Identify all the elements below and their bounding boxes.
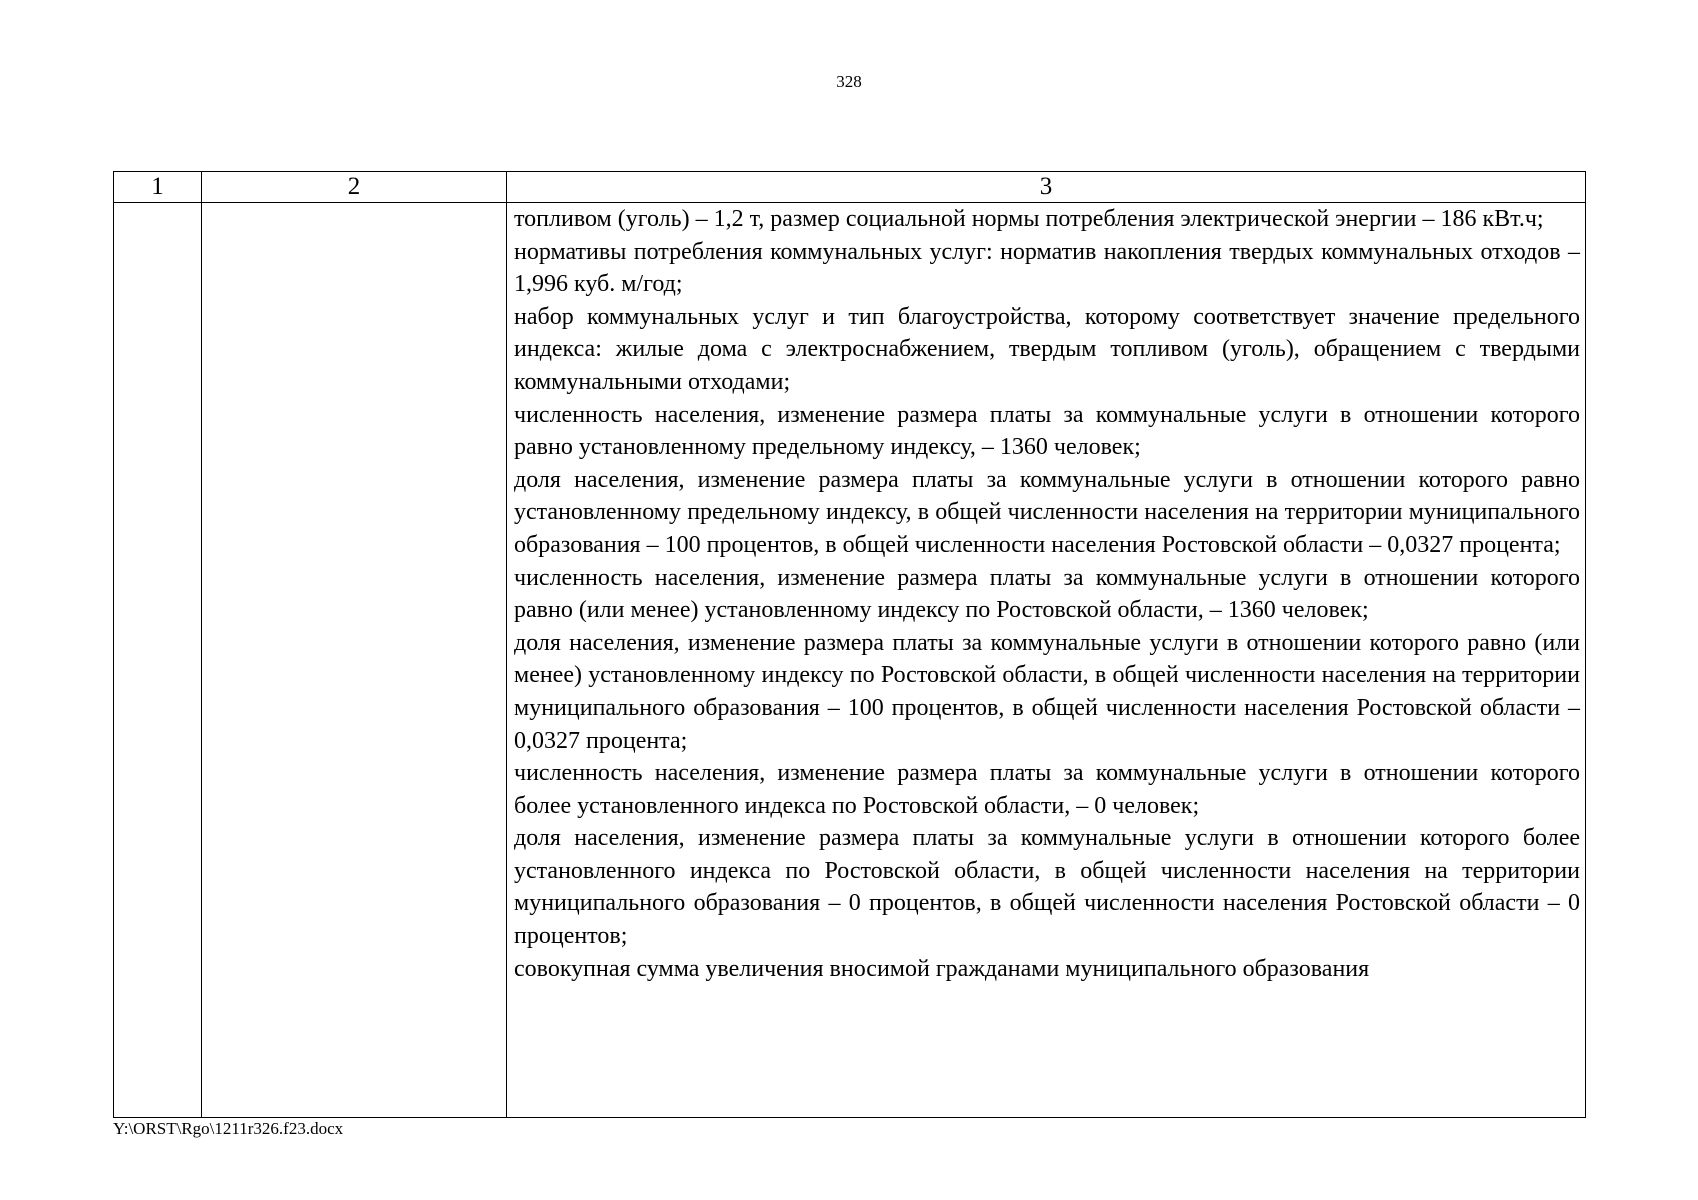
paragraph: численность населения, изменение размера платы за коммунальные услуги в отношении которого равно установленному предельному индексу, – 1360 человек; (514, 401, 1580, 461)
column-header-2: 2 (202, 172, 507, 203)
paragraph: нормативы потребления коммунальных услуг: норматив накопления твердых коммунальных отходов – 1,996 куб. м/год; (514, 238, 1580, 298)
column-header-3: 3 (507, 172, 1586, 203)
paragraph: доля населения, изменение размера платы за коммунальные услуги в отношении которого равно установленному предельному индексу, в общей численности населения на территории муниципального образования – 100 процентов, в общей численности населения Ростовской области – 0,0327 процента; (514, 466, 1580, 558)
paragraph: совокупная сумма увеличения вносимой гражданами муниципального образования (514, 955, 1370, 982)
document-table (113, 171, 1586, 1118)
paragraph: топливом (уголь) – 1,2 т, размер социальной нормы потребления электрической энергии – 186 кВт.ч; (514, 206, 1544, 232)
paragraph: доля населения, изменение размера платы за коммунальные услуги в отношении которого равно (или менее) установленному индексу по Ростовской области, в общей численности населения на территории муниципального образования – 100 процентов, в общей численности населения Ростовской области – 0,0327 процента; (514, 629, 1580, 754)
cell-column-1 (114, 203, 202, 1118)
paragraph: доля населения, изменение размера платы за коммунальные услуги в отношении которого более установленного индекса по Ростовской области, в общей численности населения на территории муниципального образования – 0 процентов, в общей численности населения Ростовской области – 0 процентов; (514, 825, 1580, 950)
footer-file-path: Y:\ORST\Rgo\1211r326.f23.docx (113, 1119, 344, 1138)
table-row (114, 203, 1586, 1118)
cell-column-2 (202, 203, 507, 1118)
table-header-row (114, 172, 1586, 203)
cell-column-3 (507, 203, 1586, 1118)
page-number: 328 (836, 72, 862, 91)
paragraph: численность населения, изменение размера платы за коммунальные услуги в отношении которого более установленного индекса по Ростовской области, – 0 человек; (514, 760, 1580, 819)
paragraph: численность населения, изменение размера платы за коммунальные услуги в отношении которого равно (или менее) установленному индексу по Ростовской области, – 1360 человек; (514, 564, 1580, 624)
column-header-1: 1 (114, 172, 202, 203)
paragraph: набор коммунальных услуг и тип благоустройства, которому соответствует значение предельного индекса: жилые дома с электроснабжением, твердым топливом (уголь), обращением с твердыми коммунальными отходами; (514, 303, 1580, 395)
